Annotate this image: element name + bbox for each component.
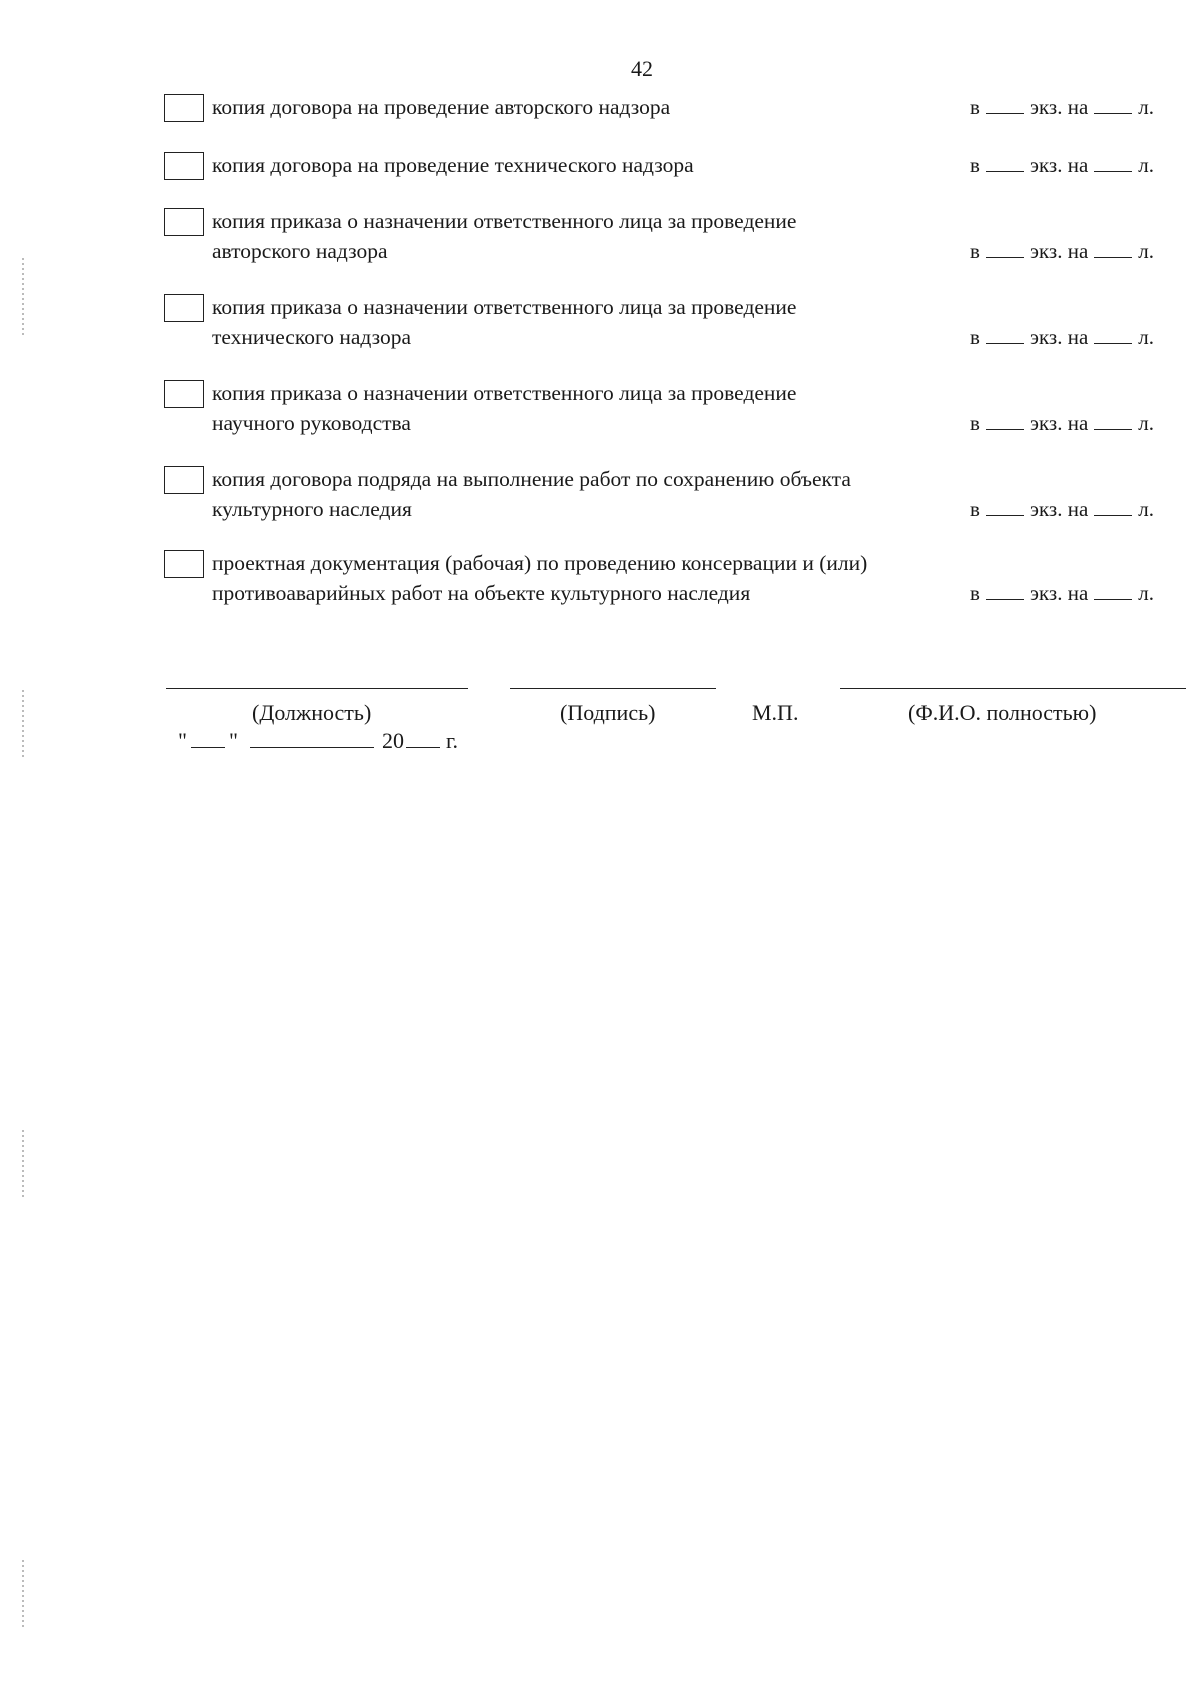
copies-field [970, 325, 1154, 350]
position-line[interactable] [166, 688, 468, 689]
item-text: копия договора подряда на выполнение работ по сохранению объекта культурного наследия [212, 467, 851, 521]
scan-artifact [22, 690, 24, 760]
copies-field [970, 581, 1154, 606]
item-checkbox[interactable] [164, 380, 204, 408]
copies-suffix: л. [1138, 325, 1154, 349]
copies-prefix: в [970, 581, 980, 605]
item-checkbox[interactable] [164, 550, 204, 578]
date-open-quote: " [178, 728, 187, 753]
checklist-item [164, 464, 1154, 524]
item-checkbox[interactable] [164, 466, 204, 494]
copies-field [970, 153, 1154, 178]
item-text: копия договора на проведение авторского надзора [212, 95, 671, 119]
copies-middle: экз. на [1029, 95, 1089, 119]
copies-suffix: л. [1138, 153, 1154, 177]
year-prefix: 20 [381, 728, 404, 753]
copies-middle: экз. на [1029, 581, 1089, 605]
signature-line[interactable] [510, 688, 716, 689]
copies-prefix: в [970, 325, 980, 349]
copies-count-blank[interactable] [986, 581, 1024, 600]
sheets-count-blank[interactable] [1094, 325, 1132, 344]
stamp-label: М.П. [752, 700, 799, 725]
copies-prefix: в [970, 153, 980, 177]
copies-middle: экз. на [1029, 325, 1089, 349]
copies-prefix: в [970, 239, 980, 263]
copies-count-blank[interactable] [986, 95, 1024, 114]
copies-middle: экз. на [1029, 411, 1089, 435]
page-number: 42 [631, 56, 653, 81]
date-field [178, 728, 458, 754]
copies-count-blank[interactable] [986, 239, 1024, 258]
copies-count-blank[interactable] [986, 497, 1024, 516]
copies-suffix: л. [1138, 95, 1154, 119]
copies-middle: экз. на [1029, 497, 1089, 521]
checklist-item [164, 150, 1154, 180]
copies-count-blank[interactable] [986, 153, 1024, 172]
date-close-quote: " [228, 728, 238, 753]
item-text: копия приказа о назначении ответственного лица за проведение технического надзора [212, 295, 797, 349]
copies-middle: экз. на [1029, 153, 1089, 177]
copies-count-blank[interactable] [986, 411, 1024, 430]
name-label: (Ф.И.О. полностью) [908, 700, 1097, 725]
scan-artifact [22, 258, 24, 338]
item-checkbox[interactable] [164, 152, 204, 180]
checklist-item [164, 92, 1154, 122]
item-checkbox[interactable] [164, 294, 204, 322]
item-text: копия приказа о назначении ответственного лица за проведение научного руководства [212, 381, 797, 435]
sheets-count-blank[interactable] [1094, 153, 1132, 172]
sheets-count-blank[interactable] [1094, 411, 1132, 430]
scan-artifact [22, 1130, 24, 1200]
sheets-count-blank[interactable] [1094, 497, 1132, 516]
item-text: копия приказа о назначении ответственного лица за проведение авторского надзора [212, 209, 797, 263]
day-blank[interactable] [191, 729, 225, 748]
checklist-item [164, 206, 1154, 266]
item-text: копия договора на проведение технического надзора [212, 153, 694, 177]
copies-count-blank[interactable] [986, 325, 1024, 344]
copies-suffix: л. [1138, 411, 1154, 435]
copies-prefix: в [970, 411, 980, 435]
checklist-item [164, 548, 1154, 608]
item-checkbox[interactable] [164, 94, 204, 122]
sheets-count-blank[interactable] [1094, 581, 1132, 600]
sheets-count-blank[interactable] [1094, 95, 1132, 114]
copies-field [970, 497, 1154, 522]
copies-prefix: в [970, 497, 980, 521]
month-blank[interactable] [250, 729, 374, 748]
year-suffix: г. [445, 728, 459, 753]
signature-lines [0, 688, 1200, 690]
copies-suffix: л. [1138, 497, 1154, 521]
name-line[interactable] [840, 688, 1186, 689]
scan-artifact [22, 1560, 24, 1630]
copies-suffix: л. [1138, 581, 1154, 605]
sheets-count-blank[interactable] [1094, 239, 1132, 258]
document-checklist [164, 92, 1154, 608]
copies-field [970, 411, 1154, 436]
item-checkbox[interactable] [164, 208, 204, 236]
checklist-item [164, 378, 1154, 438]
copies-prefix: в [970, 95, 980, 119]
position-label: (Должность) [252, 700, 372, 725]
copies-middle: экз. на [1029, 239, 1089, 263]
copies-field [970, 239, 1154, 264]
item-text: проектная документация (рабочая) по проведению консервации и (или) противоаварийных работ на объекте культурного наследия [212, 551, 868, 605]
checklist-item [164, 292, 1154, 352]
copies-suffix: л. [1138, 239, 1154, 263]
year-blank[interactable] [406, 729, 440, 748]
signature-label: (Подпись) [560, 700, 656, 725]
copies-field [970, 95, 1154, 120]
